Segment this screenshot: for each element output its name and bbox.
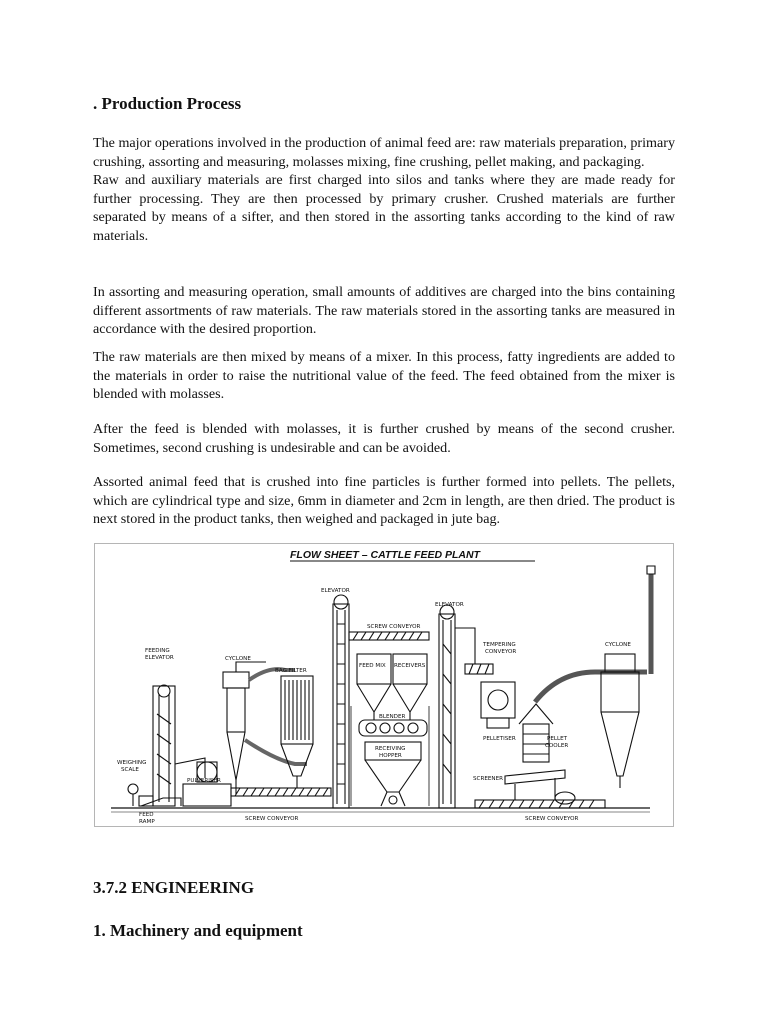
paragraph-pellets: [93, 473, 675, 529]
cyclone-left: [223, 662, 266, 794]
elevator-main-label: ELEVATOR: [321, 588, 350, 594]
flow-sheet-diagram: [95, 544, 673, 826]
cyclone-left-label: CYCLONE: [225, 656, 251, 662]
paragraph-line: In assorting and measuring operation, small amounts of additives are charged into the bins containing different assortments of raw materials. The raw materials stored in the assorting tanks are measured in accordance with the desired proportion.: [93, 284, 675, 338]
section-heading: . Production Process: [93, 94, 242, 113]
feed-ramp-label: FEED: [139, 812, 154, 818]
feed-ramp-label: RAMP: [139, 819, 155, 825]
paragraph-line: The major operations involved in the production of animal feed are: raw materials preparation, primary crushing, assorting and measuring, molasses mixing, fine crushing, pellet making, and packaging.: [93, 135, 675, 170]
screw-conveyor-bottom-right: [475, 800, 605, 808]
paragraph-mixing: [93, 348, 675, 404]
cyclone-right: [601, 566, 655, 788]
paragraph-molasses: [93, 420, 675, 457]
screw-conveyor-bottom-left: [231, 788, 331, 796]
screener: [505, 770, 575, 804]
paragraph-line: Raw and auxiliary materials are first charged into silos and tanks where they are made ready for further processing. They are then processed by primary crusher. Crushed materials are further separated by means of a sifter, and then stored in the assorting tanks according to the kind of raw materials.: [93, 172, 675, 244]
paragraph-assorting: [93, 283, 675, 339]
tempering-conveyor-label: CONVEYOR: [485, 649, 517, 655]
flow-sheet-figure: [94, 543, 674, 827]
blender: [359, 720, 427, 736]
pulveriser-label: PULVERISER: [187, 778, 221, 784]
screw-conveyor-top-label: SCREW CONVEYOR: [367, 624, 421, 630]
feeding-elevator: [153, 685, 205, 806]
sub-subsection-heading: 1. Machinery and equipment: [93, 921, 303, 940]
pellet-cooler-label: COOLER: [545, 743, 569, 749]
pulveriser: [183, 762, 231, 806]
receiving-hopper-label: RECEIVING: [375, 746, 406, 752]
screw-conveyor-top: [349, 632, 429, 640]
screw-conveyor-bottom-left-label: SCREW CONVEYOR: [245, 816, 299, 822]
blender-label: BLENDER: [379, 714, 406, 720]
weighing-scale-label: SCALE: [121, 767, 139, 773]
screw-conveyor-bottom-right-label: SCREW CONVEYOR: [525, 816, 579, 822]
elevator-second: [439, 605, 455, 808]
subsection-heading: 3.7.2 ENGINEERING: [93, 878, 255, 897]
bag-filter: [281, 676, 313, 788]
elevator-second-label: ELEVATOR: [435, 602, 464, 608]
pelletiser-label: PELLETISER: [483, 736, 516, 742]
elevator-main: [333, 595, 349, 808]
paragraph-line: Assorted animal feed that is crushed into fine particles is further formed into pellets. The pellets, which are cylindrical type and size, 6mm in diameter and 2cm in length, are then dried. The product is next stored in the product tanks, then weighed and packaged in jute bag.: [93, 474, 675, 528]
pellet-cooler-label: PELLET: [547, 736, 568, 742]
feed-mix-label: FEED MIX: [359, 663, 386, 669]
flow-sheet-title: FLOW SHEET – CATTLE FEED PLANT: [290, 549, 480, 561]
feeding-elevator-label: ELEVATOR: [145, 655, 174, 661]
receiving-hopper-label: HOPPER: [379, 753, 402, 759]
weighing-scale-label: WEIGHING: [117, 760, 147, 766]
screener-label: SCREENER: [473, 776, 504, 782]
pellet-cooler: [519, 704, 553, 762]
cyclone-right-label: CYCLONE: [605, 642, 631, 648]
receivers-label: RECEIVERS: [394, 663, 426, 669]
paragraph-line: The raw materials are then mixed by means of a mixer. In this process, fatty ingredients are added to the materials in order to raise the nutritional value of the feed. The feed obtained from the mixer is blended with molasses.: [93, 349, 675, 403]
feeding-elevator-label: FEEDING: [145, 648, 170, 654]
paragraph-line: After the feed is blended with molasses, it is further crushed by means of the second crusher. Sometimes, second crushing is undesirable and can be avoided.: [93, 421, 675, 456]
pelletiser: [481, 682, 515, 728]
bag-filter-label: BAG FILTER: [275, 668, 307, 674]
paragraph-operations: [93, 134, 675, 246]
tempering-conveyor-label: TEMPERING: [483, 642, 516, 648]
